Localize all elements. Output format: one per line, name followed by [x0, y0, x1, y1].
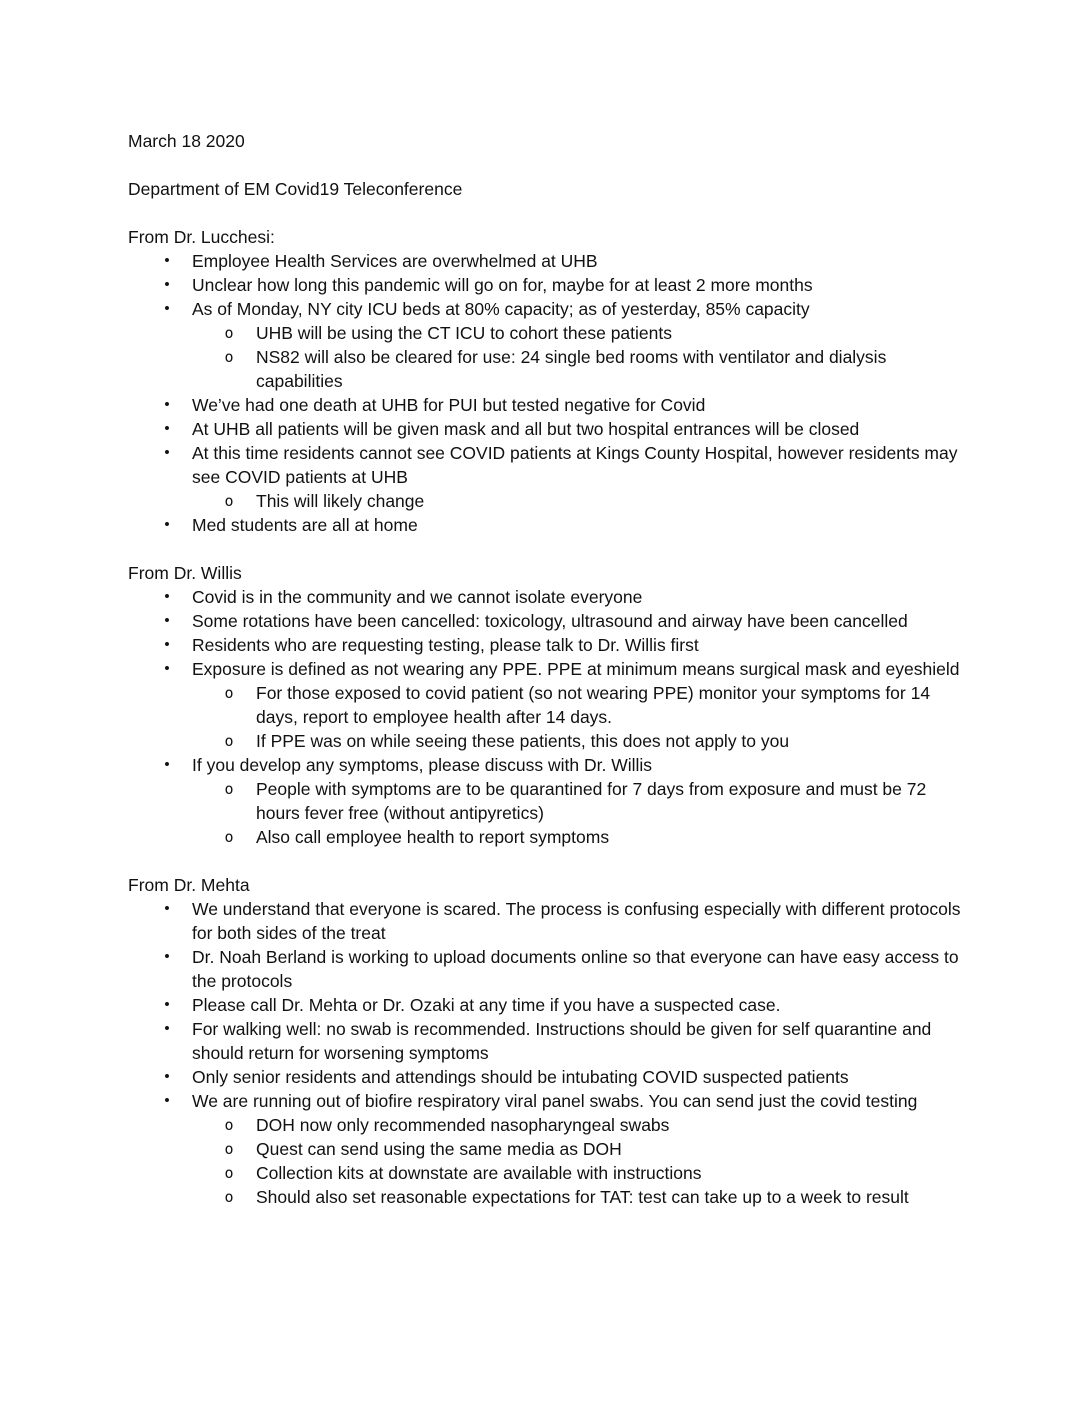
bullet-item — [128, 513, 968, 537]
sub-bullet-icon: o — [224, 780, 234, 798]
document-title: Department of EM Covid19 Teleconference — [128, 179, 463, 199]
sub-bullet-item — [192, 1161, 968, 1185]
bullet-icon: • — [164, 420, 170, 437]
bullet-item — [128, 897, 968, 945]
bullet-item — [128, 441, 968, 513]
bullet-item — [128, 393, 968, 417]
bullet-icon: • — [164, 444, 170, 461]
bullet-icon: • — [164, 636, 170, 653]
bullet-icon: • — [164, 516, 170, 533]
sub-bullet-list — [192, 681, 968, 753]
bullet-text: Unclear how long this pandemic will go on for, maybe for at least 2 more months — [192, 275, 813, 295]
bullet-item — [128, 657, 968, 753]
document-date: March 18 2020 — [128, 131, 245, 151]
sub-bullet-item — [192, 489, 968, 513]
sub-bullet-icon: o — [224, 1140, 234, 1158]
sub-bullet-item — [192, 729, 968, 753]
notes-section — [128, 873, 968, 1209]
section-heading: From Dr. Willis — [128, 563, 242, 583]
bullet-item — [128, 1065, 968, 1089]
bullet-icon: • — [164, 588, 170, 605]
sub-bullet-list — [192, 489, 968, 513]
sub-bullet-icon: o — [224, 492, 234, 510]
bullet-text: We are running out of biofire respiratory viral panel swabs. You can send just the covid testing — [192, 1091, 918, 1111]
notes-section — [128, 561, 968, 849]
bullet-text: Dr. Noah Berland is working to upload documents online so that everyone can have easy access to the protocols — [192, 947, 959, 991]
bullet-icon: • — [164, 948, 170, 965]
sub-bullet-icon: o — [224, 1164, 234, 1182]
sub-bullet-item — [192, 1185, 968, 1209]
bullet-icon: • — [164, 756, 170, 773]
bullet-icon: • — [164, 300, 170, 317]
sub-bullet-text: UHB will be using the CT ICU to cohort these patients — [256, 323, 672, 343]
sub-bullet-icon: o — [224, 324, 234, 342]
bullet-item — [128, 1017, 968, 1065]
bullet-text: At this time residents cannot see COVID patients at Kings County Hospital, however residents may see COVID patients at UHB — [192, 443, 958, 487]
bullet-text: Only senior residents and attendings should be intubating COVID suspected patients — [192, 1067, 849, 1087]
sub-bullet-item — [192, 345, 968, 393]
bullet-item — [128, 249, 968, 273]
bullet-icon: • — [164, 1068, 170, 1085]
bullet-text: We understand that everyone is scared. The process is confusing especially with different protocols for both sides of the treat — [192, 899, 961, 943]
bullet-item — [128, 417, 968, 441]
bullet-item — [128, 585, 968, 609]
bullet-item — [128, 297, 968, 393]
section-heading: From Dr. Mehta — [128, 875, 250, 895]
sub-bullet-text: People with symptoms are to be quarantined for 7 days from exposure and must be 72 hours fever free (without antipyretics) — [256, 779, 927, 823]
section-heading: From Dr. Lucchesi: — [128, 227, 275, 247]
bullet-item — [128, 273, 968, 297]
bullet-item — [128, 993, 968, 1017]
sub-bullet-list — [192, 321, 968, 393]
bullet-text: If you develop any symptoms, please discuss with Dr. Willis — [192, 755, 653, 775]
bullet-icon: • — [164, 612, 170, 629]
sub-bullet-item — [192, 825, 968, 849]
sub-bullet-icon: o — [224, 684, 234, 702]
sub-bullet-item — [192, 321, 968, 345]
bullet-item — [128, 609, 968, 633]
sub-bullet-icon: o — [224, 732, 234, 750]
sub-bullet-item — [192, 681, 968, 729]
sub-bullet-icon: o — [224, 348, 234, 366]
sub-bullet-text: Quest can send using the same media as DOH — [256, 1139, 622, 1159]
bullet-icon: • — [164, 1092, 170, 1109]
sub-bullet-list — [192, 777, 968, 849]
bullet-text: At UHB all patients will be given mask and all but two hospital entrances will be closed — [192, 419, 860, 439]
document-page — [128, 129, 968, 1233]
sub-bullet-icon: o — [224, 1188, 234, 1206]
sub-bullet-text: Collection kits at downstate are available with instructions — [256, 1163, 702, 1183]
bullet-list — [128, 249, 968, 537]
sections-container — [128, 225, 968, 1209]
bullet-list — [128, 585, 968, 849]
bullet-icon: • — [164, 900, 170, 917]
bullet-icon: • — [164, 396, 170, 413]
sub-bullet-item — [192, 1137, 968, 1161]
sub-bullet-icon: o — [224, 828, 234, 846]
sub-bullet-text: DOH now only recommended nasopharyngeal swabs — [256, 1115, 670, 1135]
bullet-text: Exposure is defined as not wearing any PPE. PPE at minimum means surgical mask and eyeshield — [192, 659, 960, 679]
sub-bullet-item — [192, 777, 968, 825]
bullet-text: Med students are all at home — [192, 515, 418, 535]
bullet-text: For walking well: no swab is recommended. Instructions should be given for self quarantine and should return for worsening symptoms — [192, 1019, 932, 1063]
notes-section — [128, 225, 968, 537]
sub-bullet-text: NS82 will also be cleared for use: 24 single bed rooms with ventilator and dialysis capabilities — [256, 347, 887, 391]
bullet-icon: • — [164, 660, 170, 677]
sub-bullet-text: Also call employee health to report symptoms — [256, 827, 610, 847]
bullet-list — [128, 897, 968, 1209]
bullet-text: We’ve had one death at UHB for PUI but tested negative for Covid — [192, 395, 706, 415]
sub-bullet-text: This will likely change — [256, 491, 425, 511]
bullet-icon: • — [164, 252, 170, 269]
bullet-text: Some rotations have been cancelled: toxicology, ultrasound and airway have been cancelled — [192, 611, 908, 631]
bullet-icon: • — [164, 1020, 170, 1037]
bullet-text: Please call Dr. Mehta or Dr. Ozaki at any time if you have a suspected case. — [192, 995, 781, 1015]
sub-bullet-text: For those exposed to covid patient (so not wearing PPE) monitor your symptoms for 14 days, report to employee health after 14 days. — [256, 683, 931, 727]
bullet-text: As of Monday, NY city ICU beds at 80% capacity; as of yesterday, 85% capacity — [192, 299, 810, 319]
sub-bullet-text: If PPE was on while seeing these patients, this does not apply to you — [256, 731, 790, 751]
bullet-item — [128, 753, 968, 849]
sub-bullet-item — [192, 1113, 968, 1137]
bullet-item — [128, 945, 968, 993]
bullet-text: Covid is in the community and we cannot isolate everyone — [192, 587, 643, 607]
bullet-item — [128, 633, 968, 657]
bullet-icon: • — [164, 996, 170, 1013]
sub-bullet-icon: o — [224, 1116, 234, 1134]
bullet-text: Employee Health Services are overwhelmed at UHB — [192, 251, 598, 271]
bullet-icon: • — [164, 276, 170, 293]
bullet-text: Residents who are requesting testing, please talk to Dr. Willis first — [192, 635, 699, 655]
sub-bullet-list — [192, 1113, 968, 1209]
bullet-item — [128, 1089, 968, 1209]
sub-bullet-text: Should also set reasonable expectations for TAT: test can take up to a week to result — [256, 1187, 909, 1207]
